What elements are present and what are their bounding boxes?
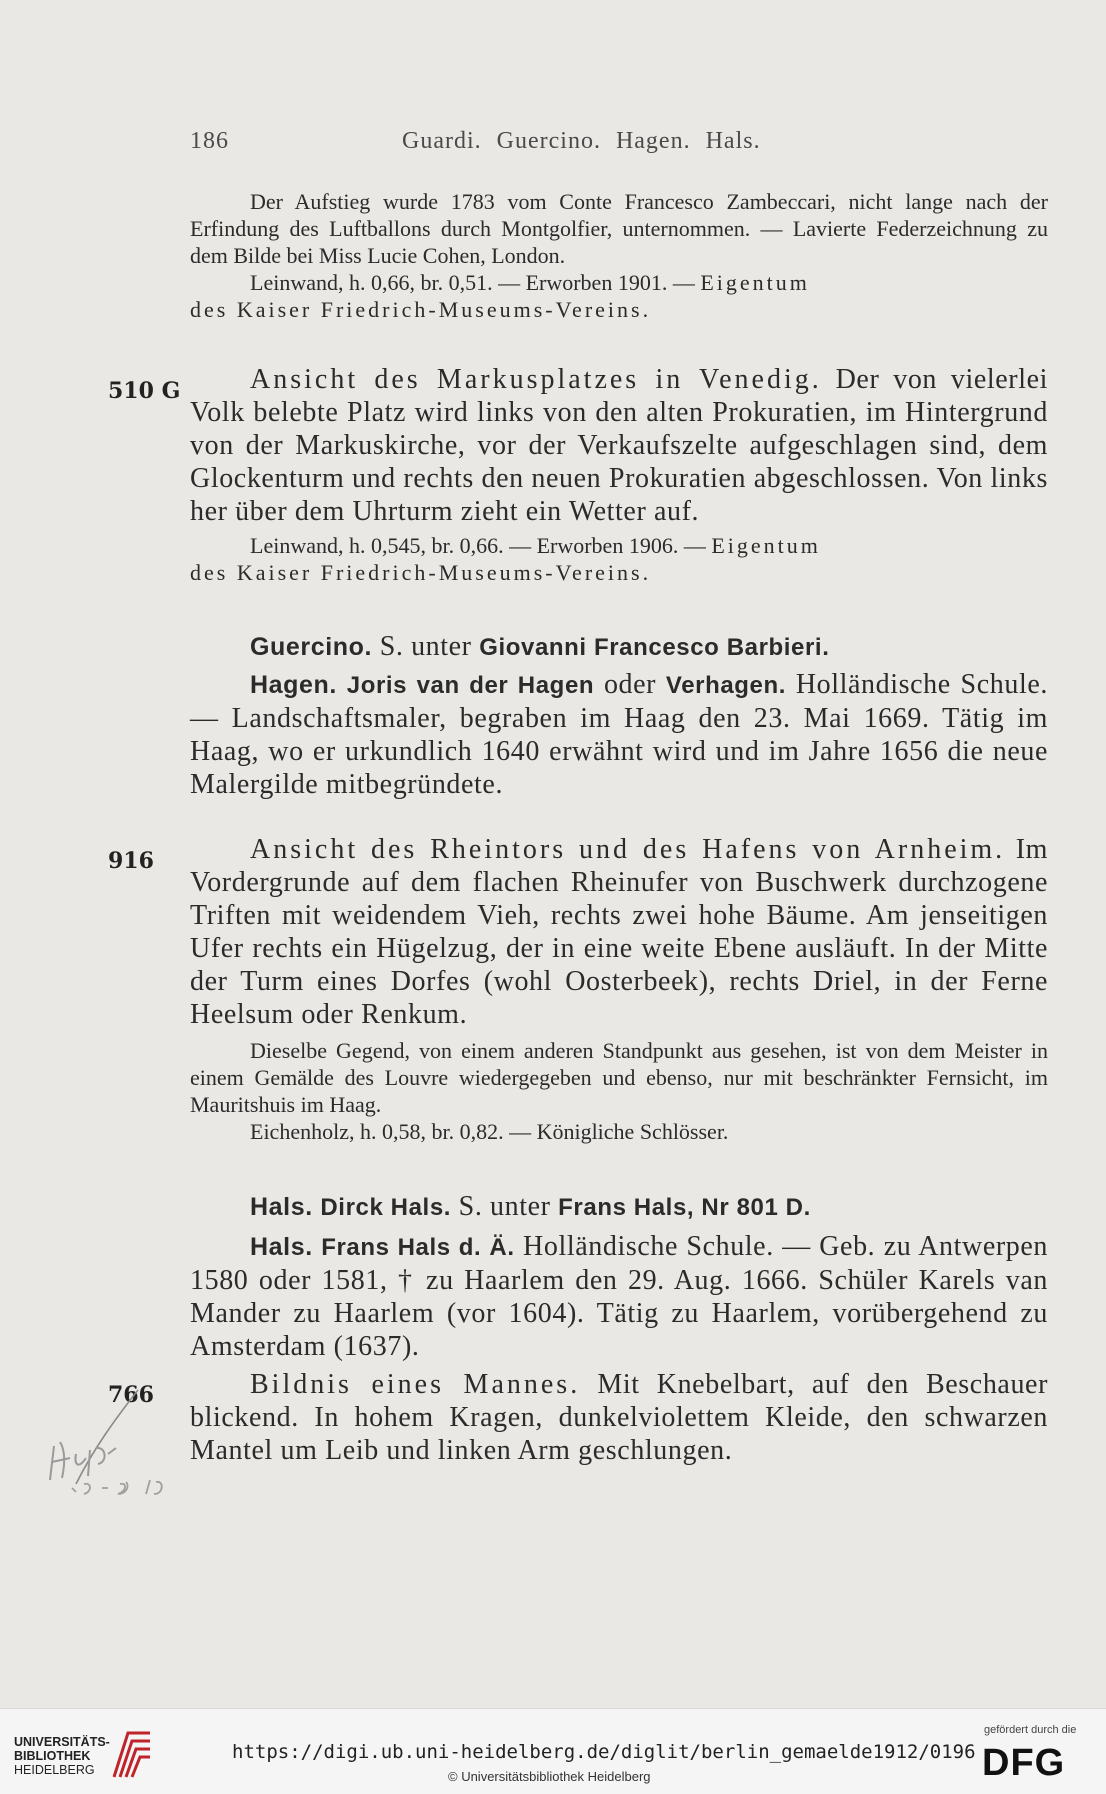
permalink-url[interactable]: https://digi.ub.uni-heidelberg.de/diglit/berlin_gemaelde1912/0196 xyxy=(232,1741,976,1763)
guardi-note-info: Leinwand, h. 0,66, br. 0,51. — Erworben 1901. — Eigentum xyxy=(250,270,810,295)
entry-510-owner: des Kaiser Friedrich-Museums-Vereins. xyxy=(190,560,652,585)
guardi-note-owner: des Kaiser Friedrich-Museums-Vereins. xyxy=(190,297,652,322)
header-title: Guardi. Guercino. Hagen. Hals. xyxy=(402,128,761,154)
entry-916 xyxy=(190,833,1048,1145)
dfg-logo: DFG xyxy=(982,1742,1066,1784)
hagen-entry: Hagen. Joris van der Hagen oder Verhagen. Holländische Schule. — Landschaftsmaler, begraben im Haag den 23. Mai 1669. Tätig im Haag, wo er urkundlich 1640 erwähnt wird und im Jahre 1656 die neue Malergilde mitbegründete. xyxy=(190,669,1048,800)
guardi-note-text: Der Aufstieg wurde 1783 vom Conte Francesco Zambeccari, nicht lange nach der Erfindung des Luftballons durch Montgolfier, unternommen. — Lavierte Federzeichnung zu dem Bilde bei Miss Lucie Cohen, London. xyxy=(190,189,1048,268)
hals-dirck-entry: Hals. Dirck Hals. S. unter Frans Hals, Nr 801 D. xyxy=(250,1191,811,1222)
guercino-entry: Guercino. S. unter Giovanni Francesco Barbieri. xyxy=(250,631,830,662)
entry-916-note: Dieselbe Gegend, von einem anderen Standpunkt aus gesehen, ist von dem Meister in einem Gemälde des Louvre wiedergegeben und ebenso, nur mit beschränkter Fernsicht, im Mauritshuis im Haag. xyxy=(190,1038,1048,1117)
artist-name-hagen: Hagen. xyxy=(250,671,337,699)
entry-510-description: Ansicht des Markusplatzes in Venedig. Der von vielerlei Volk belebte Platz wird links von den alten Prokuratien, im Hintergrund von der Markuskirche, vor der Verkaufszelte aufgeschlagen sind, dem Glockenturm und rechts den neuen Prokuratien abgeschlossen. Von links her über dem Uhrturm zieht ein Wetter auf. xyxy=(190,364,1048,527)
library-name: UNIVERSITÄTS- BIBLIOTHEK HEIDELBERG xyxy=(14,1735,110,1777)
catalogue-number-916: 916 xyxy=(108,848,154,874)
artist-name-guercino: Guercino. xyxy=(250,633,373,661)
entry-510 xyxy=(190,363,1048,586)
hals-frans-entry: Hals. Frans Hals d. Ä. Holländische Schule. — Geb. zu Antwerpen 1580 oder 1581, † zu Haarlem den 29. Aug. 1666. Schüler Karels van Mander zu Haarlem (vor 1604). Tätig zu Haarlem, vorübergehend zu Amsterdam (1637). xyxy=(190,1231,1048,1362)
handwritten-pencil-annotation-icon xyxy=(46,1388,196,1498)
entry-766: Bildnis eines Mannes. Mit Knebelbart, auf den Beschauer blickend. In hohem Kragen, dunkelviolettem Kleide, den schwarzen Mantel um Leib und linken Arm geschlungen. xyxy=(190,1369,1048,1466)
entry-916-info: Eichenholz, h. 0,58, br. 0,82. — Königliche Schlösser. xyxy=(250,1119,729,1144)
university-library-logo-icon xyxy=(110,1729,154,1781)
copyright-notice: © Universitätsbibliothek Heidelberg xyxy=(448,1769,651,1784)
artist-name-hals-1: Hals. xyxy=(250,1193,313,1221)
entry-510-info: Leinwand, h. 0,545, br. 0,66. — Erworben 1906. — Eigentum xyxy=(250,533,821,558)
catalogue-number-510: 510 G xyxy=(108,378,181,404)
funding-label: gefördert durch die xyxy=(984,1724,1077,1736)
entry-916-description: Ansicht des Rheintors und des Hafens von Arnheim. Im Vordergrunde auf dem flachen Rheinufer von Buschwerk durchzogene Triften mit weidendem Vieh, rechts zwei hohe Bäume. Am jenseitigen Ufer rechts ein Hügelzug, der in eine weite Ebene ausläuft. In der Mitte der Turm eines Dorfes (wohl Oosterbeek), rechts Driel, in der Ferne Heelsum oder Renkum. xyxy=(190,834,1048,1030)
digitization-footer xyxy=(0,1708,1106,1794)
guardi-note xyxy=(190,188,1048,323)
artist-name-hals-2: Hals. xyxy=(250,1233,313,1261)
page-number: 186 xyxy=(190,128,229,154)
entry-766-title: Bildnis eines Mannes. xyxy=(250,1369,581,1400)
catalogue-number-766: 766 xyxy=(108,1382,154,1408)
